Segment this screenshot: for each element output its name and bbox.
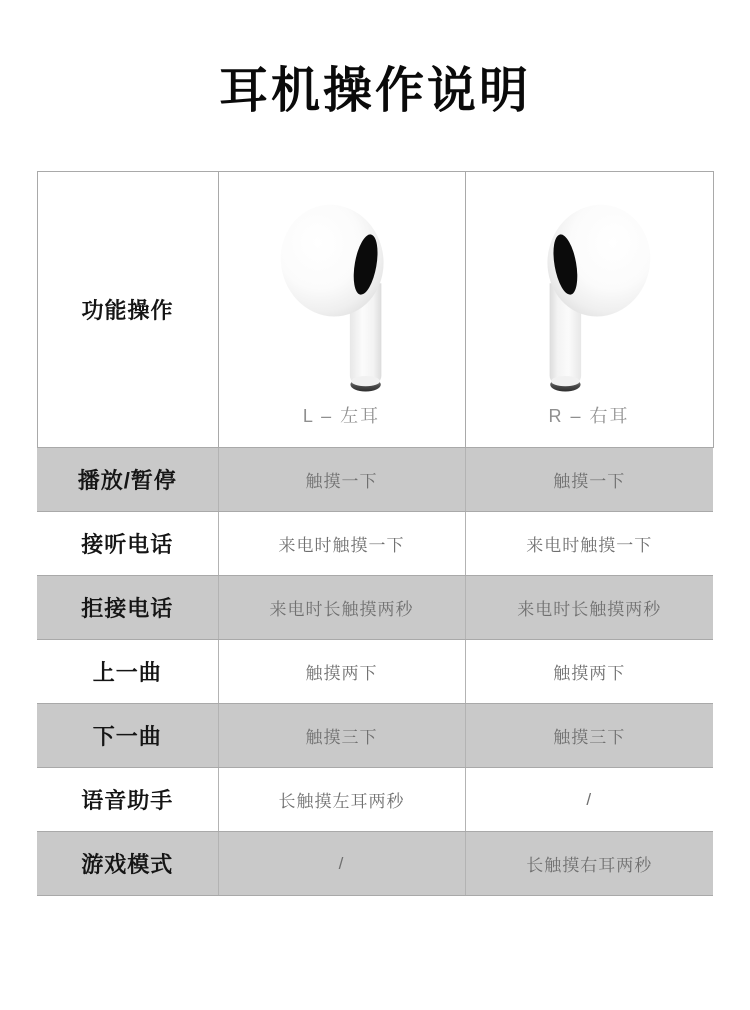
operation-table: [37, 171, 714, 896]
right-ear-value: 来电时触摸一下: [526, 536, 653, 555]
row-label: 下一曲: [92, 724, 162, 749]
left-ear-value: 触摸三下: [305, 728, 378, 747]
table-row: [37, 576, 713, 640]
function-header-label: 功能操作: [81, 298, 174, 323]
page-title: 耳机操作说明: [218, 64, 531, 118]
table-row: [37, 704, 713, 768]
left-ear-value: 触摸两下: [305, 664, 378, 683]
right-ear-value: 来电时长触摸两秒: [517, 600, 662, 619]
left-ear-value: 触摸一下: [305, 472, 378, 491]
left-ear-value: 来电时触摸一下: [278, 536, 405, 555]
row-label: 拒接电话: [81, 596, 174, 621]
table-row: [37, 640, 713, 704]
row-label: 上一曲: [92, 660, 162, 685]
right-ear-value: /: [586, 789, 593, 809]
row-label: 接听电话: [81, 532, 174, 557]
left-ear-value: 来电时长触摸两秒: [269, 600, 414, 619]
table-header-row: [37, 172, 713, 448]
table-row: [37, 512, 713, 576]
right-ear-value: 触摸三下: [553, 728, 626, 747]
left-ear-value: 长触摸左耳两秒: [278, 792, 405, 811]
right-earbud-cell: [465, 172, 713, 448]
row-label: 游戏模式: [81, 852, 174, 877]
table-row: [37, 832, 713, 896]
table-row: [37, 768, 713, 832]
row-label: 语音助手: [81, 788, 174, 813]
table-row: [37, 448, 713, 512]
left-earbud-image: [280, 199, 404, 397]
left-earbud-cell: [218, 172, 465, 448]
right-earbud-image: [527, 199, 651, 397]
right-ear-value: 长触摸右耳两秒: [526, 856, 653, 875]
function-header-cell: [37, 172, 218, 448]
row-label: 播放/暂停: [77, 468, 177, 493]
left-ear-value: /: [338, 853, 345, 873]
right-ear-value: 触摸一下: [553, 472, 626, 491]
right-earbud-caption: R – 右耳: [548, 406, 630, 426]
right-ear-value: 触摸两下: [553, 664, 626, 683]
left-earbud-caption: L – 左耳: [302, 406, 381, 426]
